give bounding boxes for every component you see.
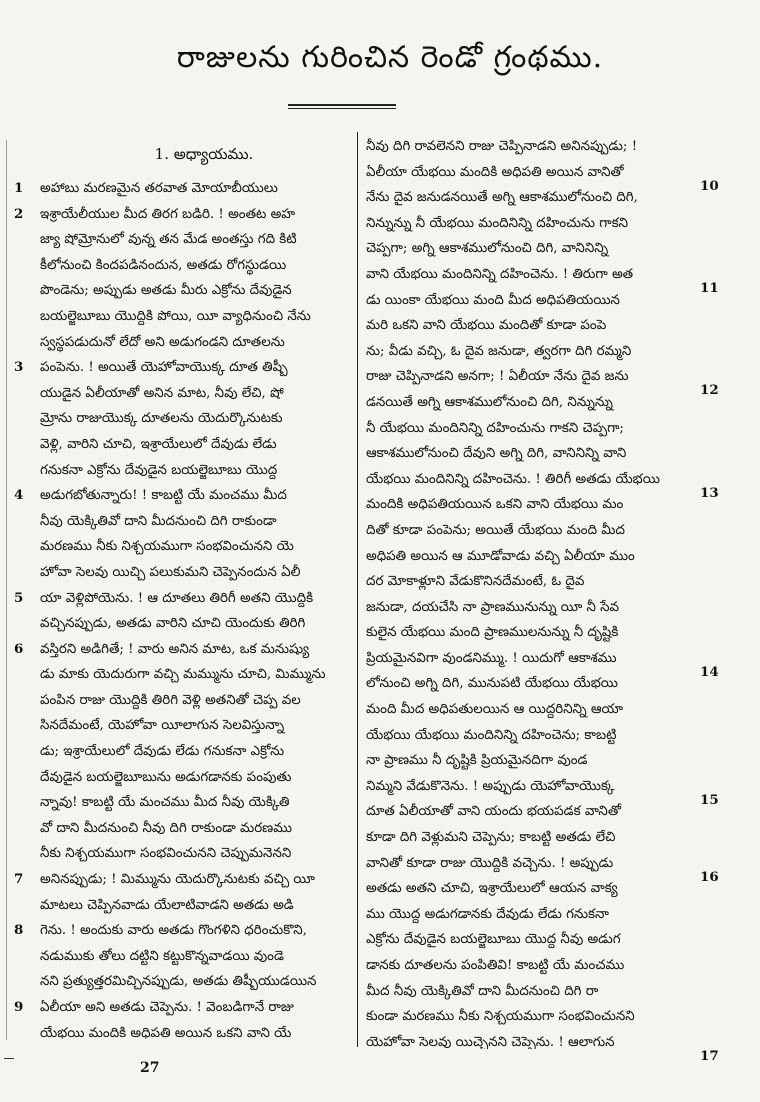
text-line bbox=[14, 637, 354, 663]
text-line bbox=[14, 918, 354, 944]
text-line bbox=[14, 278, 354, 304]
verse-text: మరి ఒకని వాని యేభయి మందితో కూడా పంపె bbox=[366, 318, 607, 334]
text-line bbox=[366, 953, 696, 979]
verse-text: పంపిన రాజు యొద్దికి తిరిగి వెళ్లి అతనితో చెప్ప వల bbox=[40, 692, 301, 708]
text-line bbox=[14, 688, 354, 714]
text-line bbox=[366, 723, 696, 749]
text-line bbox=[366, 134, 696, 160]
text-line bbox=[14, 765, 354, 791]
text-line bbox=[14, 227, 354, 253]
text-line bbox=[14, 944, 354, 970]
verse-number: 12 bbox=[700, 382, 719, 399]
text-line bbox=[14, 1046, 354, 1049]
verse-text: ఏలీయా యేభయి మందికి అధిపతి అయిన వానితో bbox=[366, 164, 624, 180]
text-line bbox=[366, 646, 696, 672]
verse-text: స్వస్థపడుదునో లేదో అని అడుగండని దూతలను bbox=[40, 334, 285, 350]
verse-text: వస్తిరని అడిగితే; ! వారు అనిన మాట, ఒక మనుష్యు bbox=[40, 641, 310, 657]
verse-text: మరణము నీకు నిశ్చయముగా సంభవించునని యె bbox=[40, 539, 294, 555]
verse-text: ను; వీడు వచ్చి, ఓ దైవ జనుడా, త్వరగా దిగి రమ్మని bbox=[366, 343, 632, 359]
title-rule bbox=[288, 104, 396, 106]
verse-text: ఇశ్రాయేలీయుల మీద తిరగ బడిరి. ! అంతట అహ bbox=[40, 206, 296, 222]
text-line bbox=[366, 979, 696, 1005]
text-line bbox=[366, 671, 696, 697]
text-line bbox=[366, 774, 696, 800]
verse-number: 3 bbox=[14, 359, 24, 376]
verse-text: యా వెళ్లిపోయెను. ! ఆ దూతలు తిరిగీ అతని యొద్దికి bbox=[40, 590, 314, 606]
verse-text: నీవు దిగి రావలెనని రాజు చెప్పినాడని అనినప్పుడు; ! bbox=[366, 139, 638, 154]
column-divider bbox=[357, 132, 358, 1047]
text-line bbox=[14, 509, 354, 535]
verse-text: నడుముకు తోలు దట్టిని కట్టుకొన్నవాడయి వుండె bbox=[40, 948, 284, 964]
text-line bbox=[14, 406, 354, 432]
verse-text: ఆకాశములోనుంచి దేవుని అగ్ని దిగి, వానినిన్ని వాని bbox=[366, 446, 627, 462]
verse-text: మీద నీవు యెక్కితివో దాని మీదనుంచి దిగి రా bbox=[366, 983, 599, 999]
verse-number: 4 bbox=[14, 487, 24, 504]
verse-number: 16 bbox=[700, 868, 719, 885]
title-rule-thin bbox=[288, 108, 396, 109]
text-line bbox=[366, 697, 696, 723]
text-line bbox=[366, 313, 696, 339]
verse-number: 6 bbox=[14, 640, 24, 657]
page-number: 27 bbox=[140, 1060, 160, 1076]
text-line bbox=[14, 304, 354, 330]
verse-number: 15 bbox=[700, 792, 719, 808]
verse-text: ము యొద్ద అడుగడానకు దేవుడు లేడు గనుకనా bbox=[366, 906, 609, 922]
verse-text: యేభయి మందినిన్ని దహించెను. ! తిరిగీ అతడు యేభయి bbox=[366, 471, 660, 487]
verse-text: కూడా దిగి వెళ్లుమని చెప్పెను; కాబట్టి అతడు లేచి bbox=[366, 830, 616, 846]
verse-text: అతడు అతని చూచి, ఇశ్రాయేలులో ఆయన వాక్య bbox=[366, 881, 618, 897]
text-line bbox=[366, 416, 696, 442]
verse-number: 11 bbox=[700, 280, 719, 296]
verse-text: నేను దైవ జనుడనయితే అగ్ని ఆకాశములోనుంచి దిగి, bbox=[366, 190, 638, 206]
verse-number: 7 bbox=[14, 871, 24, 888]
verse-text: వానితో కూడా రాజు యొద్దికి వచ్చెను. ! అప్పుడు bbox=[366, 855, 614, 871]
text-line bbox=[14, 483, 354, 509]
verse-text: డనయితే అగ్ని ఆకాశములోనుంచి దిగి, నిన్నున్ను bbox=[366, 394, 613, 410]
verse-text: యేభయి మందికి అధిపతి అయిన ఒకని వాని యే bbox=[40, 1025, 292, 1041]
verse-text: మందికి అధిపతియయిన ఒకని వాని యేభయి మం bbox=[366, 497, 624, 513]
chapter-heading: 1. అధ్యాయము. bbox=[154, 145, 254, 163]
text-line bbox=[366, 262, 696, 288]
text-line bbox=[366, 1030, 696, 1049]
text-line bbox=[366, 825, 696, 851]
text-line bbox=[366, 185, 696, 211]
text-line bbox=[366, 441, 696, 467]
text-line bbox=[366, 902, 696, 928]
verse-text: జ్యా షోమ్రోనులో వున్న తన మేడ అంతస్తు గది కిటి bbox=[40, 232, 297, 248]
verse-text: నని ప్రత్యుత్తరమిచ్చినప్పుడు, అతడు తిష్బీయుడయిన bbox=[40, 974, 317, 990]
verse-text: దితో కూడా పంపెను; అయితే యేభయి మంది మీద bbox=[366, 522, 625, 538]
text-line bbox=[14, 611, 354, 637]
text-line bbox=[366, 160, 696, 186]
verse-text: యెహోవా సెలవు యిచ్చెనని చెప్పెను. ! ఆలాగున bbox=[366, 1034, 615, 1049]
text-line bbox=[366, 1004, 696, 1030]
verse-text: నీకు నిశ్చయముగా సంభవించునని చెప్పుమనెనని bbox=[40, 846, 292, 862]
text-line bbox=[366, 620, 696, 646]
verse-text: నీవు యెక్కితివో దాని మీదనుంచి దిగి రాకుండా bbox=[40, 513, 277, 529]
verse-text: హోవా సెలవు యిచ్చి పలుకుమని చెప్పెనందున ఏలీ bbox=[40, 564, 301, 580]
left-column bbox=[14, 134, 354, 1049]
verse-text: అడుగబోతున్నారు! ! కాబట్టి యే మంచము మీద bbox=[40, 488, 287, 504]
text-line bbox=[14, 867, 354, 893]
verse-text: డానకు దూతలను పంపితివి! కాబట్టి యే మంచము bbox=[366, 958, 625, 973]
verse-number: 8 bbox=[14, 922, 24, 939]
verse-text: అధిపతి అయిన ఆ మూడోవాడు వచ్చి ఏలీయా ముం bbox=[366, 548, 635, 564]
verse-text: మాటలు చెప్పినవాడు యేలాటివాడని అతడు అడి bbox=[40, 897, 294, 913]
right-column-lines bbox=[366, 134, 696, 1049]
verse-text: రాజు చెప్పినాడని అనగా; ! ఏలీయా నేను దైవ జను bbox=[366, 369, 629, 385]
verse-text: ప్రియమైనవిగా వుండనిమ్ము. ! యిదుగో ఆకాశము bbox=[366, 650, 617, 666]
text-line bbox=[14, 790, 354, 816]
text-line bbox=[366, 595, 696, 621]
text-line bbox=[366, 492, 696, 518]
verse-text: బయల్జెబూబు యొద్దికి పోయి, యీ వ్యాధినుంచి నేను bbox=[40, 308, 311, 324]
text-line bbox=[366, 339, 696, 365]
text-line bbox=[366, 876, 696, 902]
verse-text: కీలోనుంచి కిందపడినందున, అతడు రోగస్థుడయి bbox=[40, 257, 287, 273]
text-line bbox=[366, 236, 696, 262]
text-line bbox=[14, 534, 354, 560]
verse-text: మంది మీద అధిపతులయిన ఆ యిద్దరినిన్ని ఆయా bbox=[366, 702, 624, 718]
verse-text: వో దాని మీదనుంచి నీవు దిగి రాకుండా మరణము bbox=[40, 820, 292, 836]
verse-text: కులైన యేభయి మంది ప్రాణములనున్ను నీ దృష్టికి bbox=[366, 625, 619, 641]
verse-text: అనినప్పుడు; ! మిమ్మును యెదుర్కొనుటకు వచ్చి యీ bbox=[40, 872, 315, 888]
verse-text: యుడైన ఏలీయాతో అనిన మాట, నీవు లేచి, షో bbox=[40, 385, 284, 401]
verse-number: 14 bbox=[700, 664, 719, 680]
verse-text: ఏలీయా అని అతడు చెప్పెను. ! వెంబడిగానే రాజు bbox=[40, 1000, 294, 1015]
text-line bbox=[366, 851, 696, 877]
verse-text: యేభయి యేభయి మందినిన్ని దహించెను; కాబట్టి bbox=[366, 727, 617, 743]
text-line bbox=[14, 176, 354, 202]
text-line bbox=[366, 211, 696, 237]
text-line bbox=[14, 586, 354, 612]
text-line bbox=[14, 995, 354, 1021]
verse-text: వెళ్లి, వారిని చూచి, ఇశ్రాయేలులో దేవుడు లేడు bbox=[40, 436, 277, 452]
verse-text: జనుడా, దయచేసి నా ప్రాణమునున్ను యీ నీ సేవ bbox=[366, 599, 620, 615]
text-line bbox=[366, 569, 696, 595]
text-line bbox=[14, 560, 354, 586]
text-line bbox=[14, 432, 354, 458]
verse-number: 17 bbox=[700, 1048, 719, 1064]
verse-text: వాని యేభయి మందినిన్ని దహించెను. ! తిరుగా అత bbox=[366, 266, 634, 282]
text-line bbox=[366, 518, 696, 544]
text-line bbox=[14, 381, 354, 407]
right-column bbox=[366, 134, 696, 1049]
verse-number: 10 bbox=[700, 177, 719, 194]
verse-text: సినదేమంటే, యెహోవా యీలాగున సెలవిస్తున్నా bbox=[40, 718, 285, 734]
verse-text: చెప్పగా; అగ్ని ఆకాశములోనుంచి దిగి, వానినిన్ని bbox=[366, 241, 609, 257]
verse-text: నా ప్రాణము నీ దృష్టికి ప్రియమైనదిగా వుండ bbox=[366, 753, 588, 769]
text-line bbox=[14, 816, 354, 842]
verse-text: అహాబు మరణమైన తరవాత మోయాబీయులు bbox=[40, 181, 278, 196]
text-line bbox=[366, 748, 696, 774]
book-title: రాజులను గురించిన రెండో గ్రంథము. bbox=[176, 40, 604, 75]
text-line bbox=[14, 893, 354, 919]
page-edge-line bbox=[6, 140, 7, 1040]
text-line bbox=[366, 544, 696, 570]
verse-text: పంపెను. ! అయితే యెహోవాయొక్క దూత తిష్బీ bbox=[40, 360, 288, 376]
text-line bbox=[14, 253, 354, 279]
text-line bbox=[14, 969, 354, 995]
text-line bbox=[366, 364, 696, 390]
verse-text: పొండెను; అప్పుడు అతడు మీరు ఎక్రోను దేవుడైన bbox=[40, 283, 292, 299]
verse-number: 13 bbox=[700, 484, 719, 501]
text-line bbox=[366, 927, 696, 953]
text-line bbox=[366, 288, 696, 314]
text-line bbox=[14, 739, 354, 765]
verse-text: కుండా మరణము నీకు నిశ్చయముగా సంభవించునని bbox=[366, 1009, 635, 1025]
verse-text: దూత ఏలీయాతో వాని యందు భయపడక వానితో bbox=[366, 804, 621, 820]
verse-number: 1 bbox=[14, 180, 24, 196]
verse-text: దేవుడైన బయల్జెబూబును అడుగడానకు పంపుతు bbox=[40, 769, 292, 785]
margin-tick bbox=[4, 1058, 14, 1059]
verse-text: వచ్చినప్పుడు, అతడు వారిని చూచి యెందుకు తిరిగి bbox=[40, 616, 306, 632]
text-line bbox=[14, 330, 354, 356]
verse-number: 5 bbox=[14, 589, 24, 606]
verse-text: ఎక్రోను దేవుడైన బయల్జెబూబు యొద్ద నీవు అడుగ bbox=[366, 932, 621, 948]
verse-text: నిమ్మని వేడుకొనెను. ! అప్పుడు యెహోవాయొక్క bbox=[366, 778, 615, 794]
verse-text: డు యింకా యేభయి మంది మీద అధిపతియయిన bbox=[366, 292, 620, 308]
left-column-lines bbox=[14, 176, 354, 1049]
text-line bbox=[366, 799, 696, 825]
verse-number: 9 bbox=[14, 999, 24, 1015]
verse-text: మ్రోను రాజుయొక్క దూతలను యెదుర్కొనుటకు bbox=[40, 411, 283, 427]
text-line bbox=[14, 662, 354, 688]
verse-text: దర మోకాళ్లూని వేడుకొనినదేమంటే, ఓ దైవ bbox=[366, 574, 585, 590]
text-line bbox=[14, 1021, 354, 1047]
text-line bbox=[14, 713, 354, 739]
verse-number: 2 bbox=[14, 205, 24, 222]
verse-text: నీ యేభయి మందినిన్ని దహించును గాకని చెప్పగా; bbox=[366, 420, 624, 436]
verse-text: డు మాకు యెదురుగా వచ్చి మమ్మును చూచి, మిమ్మును bbox=[40, 667, 326, 683]
text-line bbox=[366, 467, 696, 493]
text-line bbox=[14, 841, 354, 867]
verse-text: లోనుంచి అగ్ని దిగి, మునుపటి యేభయి యేభయి bbox=[366, 676, 618, 692]
verse-text: న్నావు! కాబట్టి యే మంచము మీద నీవు యెక్కితి bbox=[40, 795, 290, 811]
verse-text: గెను. ! అందుకు వారు అతడు గొంగళిని ధరించుకొని, bbox=[40, 923, 307, 939]
text-line bbox=[366, 390, 696, 416]
text-line bbox=[14, 202, 354, 228]
text-line bbox=[14, 355, 354, 381]
verse-text: నిన్నున్ను నీ యేభయి మందినిన్ని దహించును గాకని bbox=[366, 215, 629, 231]
verse-text: డు; ఇశ్రాయేలులో దేవుడు లేడు గనుకనా ఎక్రోను bbox=[40, 744, 285, 760]
verse-text: గనుకనా ఎక్రోను దేవుడైన బయల్జెబూబు యొద్ద bbox=[40, 462, 278, 478]
text-line bbox=[14, 458, 354, 484]
